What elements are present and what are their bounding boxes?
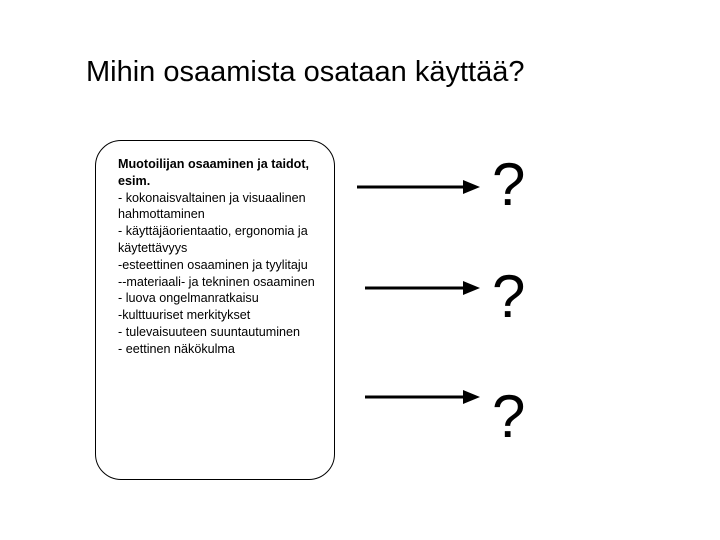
skills-item: - luova ongelmanratkaisu: [118, 291, 259, 306]
arrow-right-icon: [365, 281, 480, 295]
skills-item: - kokonaisvaltainen ja visuaalinen hahmottaminen: [118, 190, 313, 222]
skills-item: -kulttuuriset merkitykset: [118, 308, 251, 323]
skills-heading: Muotoilijan osaaminen ja taidot, esim.: [118, 157, 310, 188]
skills-item: -esteettinen osaaminen ja tyylitaju: [118, 257, 308, 272]
skills-item: --materiaali- ja tekninen osaaminen: [118, 274, 315, 289]
question-mark-2: ?: [492, 263, 526, 330]
question-mark-1: ?: [492, 151, 526, 218]
skills-item: - käyttäjäorientaatio, ergonomia ja käytettävyys: [118, 224, 312, 255]
skills-item: - eettinen näkökulma: [118, 341, 235, 356]
arrow-right-icon: [365, 390, 480, 404]
skills-item: - tulevaisuuteen suuntautuminen: [118, 324, 301, 339]
slide-title: Mihin osaamista osataan käyttää?: [86, 56, 525, 88]
arrow-right-icon: [357, 180, 480, 194]
question-mark-3: ?: [492, 383, 526, 450]
